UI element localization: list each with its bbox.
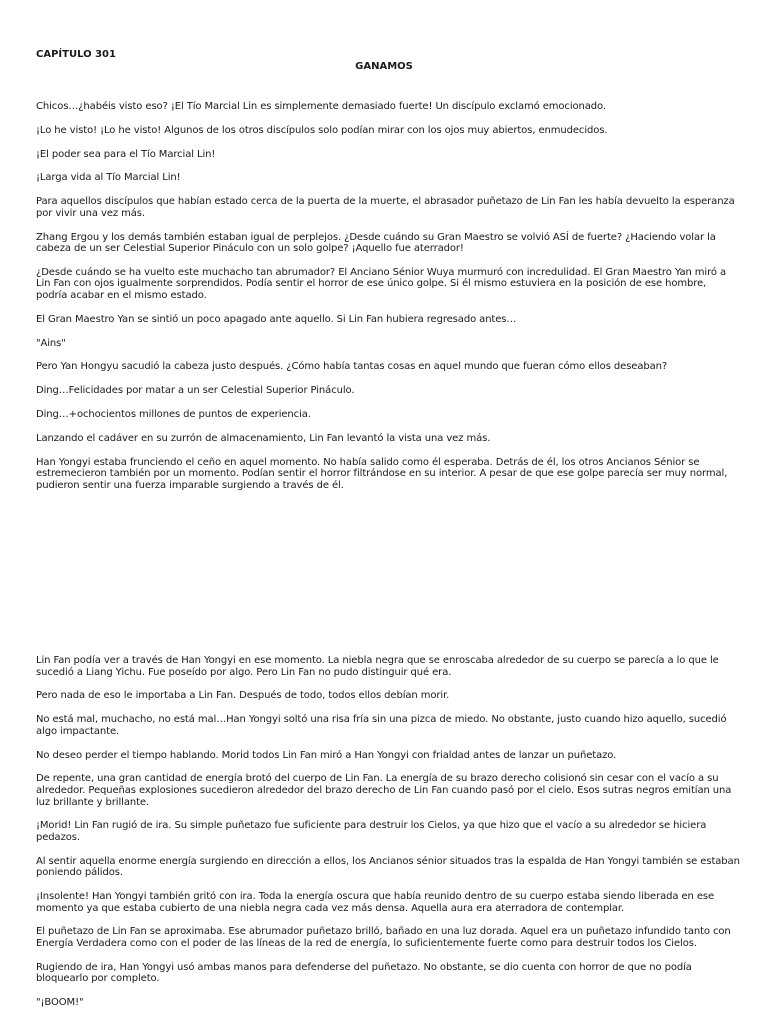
paragraph: ¡Morid! Lin Fan rugió de ira. Su simple puñetazo fue suficiente para destruir los Cielos, ya que hizo que el vacío a su alrededor se hiciera pedazos.: [36, 820, 707, 843]
paragraph: Chicos…¿habéis visto eso? ¡El Tío Marcial Lin es simplemente demasiado fuerte! Un discípulo exclamó emocionado.: [36, 101, 606, 112]
paragraph: "Ains": [36, 337, 66, 349]
text-block-top: [36, 101, 740, 491]
paragraph: Al sentir aquella enorme energía surgiendo en dirección a ellos, los Ancianos sénior situados tras la espalda de Han Yongyi también se estaban poniendo pálidos.: [36, 855, 740, 879]
paragraph: ¿Desde cuándo se ha vuelto este muchacho tan abrumador? El Anciano Sénior Wuya murmuró con incredulidad. El Gran Maestro Yan miró a Lin Fan con ojos igualmente sorprendidos. Podía sentir el horror de ese único golpe. Si él mismo estuviera en la posición de ese hombre, podría acabar en el mismo estado.: [36, 266, 727, 302]
paragraph: Ding…+ochocientos millones de puntos de experiencia.: [36, 408, 311, 420]
paragraph: No está mal, muchacho, no está mal…Han Yongyi soltó una risa fría sin una pizca de miedo. No obstante, justo cuando hizo aquello, sucedió algo impactante.: [36, 714, 727, 737]
paragraph: De repente, una gran cantidad de energía brotó del cuerpo de Lin Fan. La energía de su brazo derecho colisionó sin cesar con el vacío a su alrededor. Pequeñas explosiones sucedieron alrededor del brazo derecho de Lin Fan cuando pasó por el cielo. Esos sutras negros emitían una luz brillante y brillante.: [36, 773, 732, 808]
paragraph: "¡BOOM!": [36, 997, 84, 1009]
paragraph: Para aquellos discípulos que habían estado cerca de la puerta de la muerte, el abrasador puñetazo de Lin Fan les había devuelto la esperanza por vivir una vez más.: [36, 196, 735, 219]
paragraph: Han Yongyi estaba frunciendo el ceño en aquel momento. No había salido como él esperaba. Detrás de él, los otros Ancianos Sénior se estremecieron también por un momento. Podían sentir el horror filtrándose en su interior. A pesar de que ese golpe parecía ser muy normal, pudieron sentir una fuerza imparable surgiendo a través de él.: [36, 456, 728, 491]
text-block-bottom: [36, 655, 740, 1009]
paragraph: El Gran Maestro Yan se sintió un poco apagado ante aquello. Si Lin Fan hubiera regresado antes…: [36, 313, 517, 325]
paragraph: No deseo perder el tiempo hablando. Morid todos Lin Fan miró a Han Yongyi con frialdad antes de lanzar un puñetazo.: [36, 749, 617, 761]
paragraph: Pero Yan Hongyu sacudió la cabeza justo después. ¿Cómo había tantas cosas en aquel mundo que fueran cómo ellos deseaban?: [36, 361, 668, 373]
paragraph: Zhang Ergou y los demás también estaban igual de perplejos. ¿Desde cuándo su Gran Maestro se volvió ASÍ de fuerte? ¿Haciendo volar la cabeza de un ser Celestial Superior Pináculo con un solo golpe? ¡Aquello fue aterrador!: [36, 231, 716, 255]
chapter-title: GANAMOS: [355, 61, 413, 72]
paragraph: Rugiendo de ira, Han Yongyi usó ambas manos para defenderse del puñetazo. No obstante, se dio cuenta con horror de que no podía bloquearlo por completo.: [36, 961, 692, 985]
paragraph: ¡Lo he visto! ¡Lo he visto! Algunos de los otros discípulos solo podían mirar con los ojos muy abiertos, enmudecidos.: [36, 124, 608, 136]
paragraph: Pero nada de eso le importaba a Lin Fan. Después de todo, todos ellos debían morir.: [36, 690, 450, 702]
paragraph: Lanzando el cadáver en su zurrón de almacenamiento, Lin Fan levantó la vista una vez más.: [36, 432, 491, 444]
paragraph: ¡Larga vida al Tío Marcial Lin!: [36, 172, 181, 184]
paragraph: Ding…Felicidades por matar a un ser Celestial Superior Pináculo.: [36, 385, 355, 397]
paragraph: ¡El poder sea para el Tío Marcial Lin!: [36, 148, 216, 160]
paragraph: El puñetazo de Lin Fan se aproximaba. Ese abrumador puñetazo brilló, bañado en una luz dorada. Aquel era un puñetazo infundido tanto con Energía Verdadera como con el poder de las líneas de la red de energía, lo suficientemente fuerte como para destruir todos los Cielos.: [36, 926, 731, 949]
chapter-label: CAPÍTULO 301: [36, 49, 116, 60]
paragraph: ¡Insolente! Han Yongyi también gritó con ira. Toda la energía oscura que había reunido dentro de su cuerpo estaba siendo liberada en ese momento ya que estaba cubierto de una niebla negra cada vez más densa. Aquella aura era aterradora de contemplar.: [36, 891, 715, 914]
paragraph: Lin Fan podía ver a través de Han Yongyi en ese momento. La niebla negra que se enroscaba alrededor de su cuerpo se parecía a lo que le sucedió a Liang Yichu. Fue poseído por algo. Pero Lin Fan no pudo distinguir qué era.: [36, 655, 719, 678]
